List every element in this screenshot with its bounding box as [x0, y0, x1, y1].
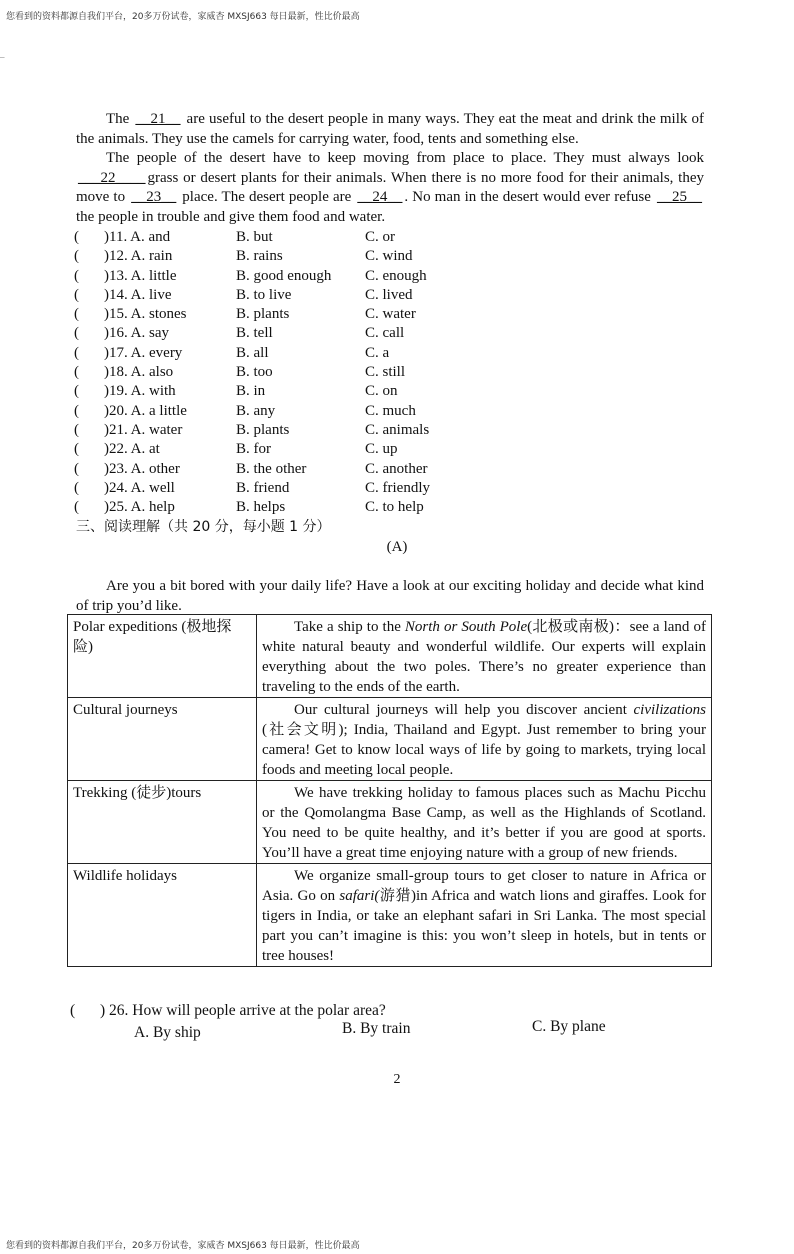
option-a: )24. A. well — [104, 479, 175, 496]
passage-paragraph-1 — [76, 110, 704, 149]
option-c: C. up — [365, 441, 398, 458]
page-number: 2 — [393, 1072, 401, 1087]
option-a: )15. A. stones — [104, 306, 187, 323]
table-row — [68, 698, 712, 781]
option-row — [74, 421, 534, 440]
cloze-passage — [76, 110, 704, 228]
option-row — [74, 479, 534, 498]
text: the people in trouble and give them food and water. — [76, 208, 386, 225]
option-c: C. friendly — [365, 479, 430, 496]
option-a: )13. A. little — [104, 267, 177, 284]
answer-paren[interactable]: ( — [74, 286, 79, 303]
answer-paren[interactable]: ( — [74, 325, 79, 342]
table-row — [68, 864, 712, 967]
option-a: )21. A. water — [104, 421, 183, 438]
trip-type: Polar expeditions (极地探险) — [68, 615, 257, 698]
option-b: B. but — [236, 229, 273, 245]
option-c: C. wind — [365, 248, 413, 265]
option-c: C. enough — [365, 267, 427, 284]
option-b: B. good enough — [236, 267, 332, 284]
option-row — [74, 305, 534, 324]
text: grass or desert plants for their animals. When there is no more food for their animals, they move to — [76, 169, 704, 206]
option-a: )12. A. rain — [104, 248, 173, 265]
option-c: C. or — [365, 229, 395, 245]
option-b: B. all — [236, 344, 269, 361]
trip-description — [257, 698, 712, 781]
text: Take a ship to the — [294, 619, 405, 635]
answer-paren[interactable]: ( — [74, 344, 79, 361]
option-c: C. to help — [365, 499, 424, 516]
option-c: C. call — [365, 325, 405, 342]
text: The people of the desert have to keep moving from place to place. They must always look — [106, 150, 704, 167]
text: 游猎)in Africa and watch lions and giraffes. Look for tigers in India, or take an elephant safari in Sri Lanka. The most special part you can’t imagine is this: you won’t sleep in hotels, but in tents or tree houses! — [262, 888, 706, 964]
answer-paren[interactable]: ( — [70, 1002, 76, 1019]
option-a: )22. A. at — [104, 441, 160, 458]
option-row — [74, 247, 534, 266]
option-row — [74, 402, 534, 421]
option-a: )14. A. live — [104, 286, 172, 303]
watermark-top: 您看到的资料都源自我们平台，20多万份试卷，家威杏 MXSJ663 每日最新，性比价最高 — [6, 12, 360, 22]
emphasis-text: civilizations — [633, 702, 706, 718]
choice-a: A. By ship — [134, 1024, 201, 1041]
text: (北极或南极)：see a land of white natural beauty and wonderful wildlife. Our experts will explain everything about the two poles. There’s no greater experience than traveling to the ends of the earth. — [262, 619, 706, 695]
blank-23: __23__ — [131, 189, 177, 206]
option-b: B. in — [236, 383, 266, 400]
option-c: C. a — [365, 344, 390, 361]
description-text — [262, 783, 706, 863]
text: (社会文明); India, Thailand and Egypt. Just remember to bring your camera! Get to know local ways of life by going to markets, trying local foods and meeting local people. — [262, 722, 706, 778]
option-c: C. another — [365, 460, 428, 477]
section-title: 三、阅读理解（共 20 分，每小题 1 分） — [76, 519, 331, 535]
option-row — [74, 267, 534, 286]
answer-paren[interactable]: ( — [74, 479, 79, 496]
answer-paren[interactable]: ( — [74, 248, 79, 265]
cloze-options — [74, 228, 534, 517]
option-row — [74, 344, 534, 363]
answer-paren[interactable]: ( — [74, 499, 79, 516]
option-row — [74, 363, 534, 382]
holiday-table — [67, 614, 712, 967]
option-a: )23. A. other — [104, 460, 180, 477]
option-c: C. lived — [365, 286, 413, 303]
table-row — [68, 615, 712, 698]
option-c: C. animals — [365, 421, 430, 438]
option-c: C. still — [365, 364, 406, 381]
option-a: )17. A. every — [104, 344, 183, 361]
text: We have trekking holiday to famous places such as Machu Picchu or the Qomolangma Base Camp, as well as the Highlands of Scotland. You need to be quite healthy, and it’s better if you are good at sports. You’ll have a great time enjoying nature with a group of new friends. — [262, 785, 706, 861]
option-row — [74, 382, 534, 401]
option-b: B. plants — [236, 421, 290, 438]
emphasis-text: North or South Pole — [404, 619, 528, 635]
answer-paren[interactable]: ( — [74, 364, 79, 381]
option-b: B. rains — [236, 248, 283, 265]
passage-paragraph-2 — [76, 149, 704, 227]
option-b: B. helps — [236, 499, 286, 516]
text: are useful to the desert people in many ways. They eat the meat and drink the milk of the animals. They use the camels for carrying water, food, tents and something else. — [76, 111, 704, 147]
answer-paren[interactable]: ( — [74, 402, 79, 419]
option-row — [74, 324, 534, 343]
answer-paren[interactable]: ( — [74, 267, 79, 284]
option-b: B. to live — [236, 286, 292, 303]
description-text — [262, 617, 706, 697]
trip-description — [257, 615, 712, 698]
reading-label: (A) — [386, 539, 408, 555]
trip-description — [257, 864, 712, 967]
watermark-bottom: 您看到的资料都源自我们平台，20多万份试卷，家威杏 MXSJ663 每日最新，性比价最高 — [6, 1241, 360, 1251]
text: Our cultural journeys will help you discover ancient — [294, 702, 634, 718]
table-row — [68, 781, 712, 864]
option-row — [74, 498, 534, 517]
text: place. The desert people are — [178, 189, 356, 206]
trip-type: Trekking (徒步)tours — [68, 781, 257, 864]
answer-paren[interactable]: ( — [74, 229, 79, 245]
question-text: ) 26. How will people arrive at the polar area? — [100, 1002, 386, 1019]
description-text — [262, 866, 706, 966]
answer-paren[interactable]: ( — [74, 306, 79, 323]
option-b: B. tell — [236, 325, 273, 342]
text: . No man in the desert would ever refuse — [404, 189, 655, 206]
option-a: )19. A. with — [104, 383, 176, 400]
option-c: C. much — [365, 402, 416, 419]
trip-description — [257, 781, 712, 864]
option-a: )25. A. help — [104, 499, 175, 516]
option-b: B. plants — [236, 306, 290, 323]
option-c: C. water — [365, 306, 416, 323]
text: We organize small-group tours to get closer to nature in Africa or Asia. Go on — [262, 868, 706, 904]
option-row — [74, 440, 534, 459]
option-b: B. any — [236, 402, 276, 419]
option-b: B. friend — [236, 479, 290, 496]
blank-22: ___22____ — [78, 169, 146, 186]
emphasis-text: safari( — [339, 888, 380, 904]
trip-type: Wildlife holidays — [68, 864, 257, 967]
answer-paren[interactable]: ( — [74, 421, 79, 438]
reading-intro — [76, 577, 704, 616]
option-c: C. on — [365, 383, 398, 400]
option-row — [74, 228, 534, 247]
option-a: )20. A. a little — [104, 402, 187, 419]
question-options — [70, 1018, 710, 1046]
option-a: )18. A. also — [104, 364, 174, 381]
text: The — [106, 111, 134, 127]
question-26 — [70, 1002, 710, 1046]
option-b: B. too — [236, 364, 273, 381]
intro-paragraph: Are you a bit bored with your daily life? Have a look at our exciting holiday and decide what kind of trip you’d like. — [76, 578, 704, 614]
option-a: )11. A. and — [104, 229, 171, 245]
blank-24: __24__ — [357, 189, 403, 206]
description-text — [262, 700, 706, 780]
option-a: )16. A. say — [104, 325, 169, 342]
choice-b: B. By train — [342, 1020, 411, 1037]
answer-paren[interactable]: ( — [74, 460, 79, 477]
answer-paren[interactable]: ( — [74, 383, 79, 400]
option-b: B. the other — [236, 460, 307, 477]
trip-type: Cultural journeys — [68, 698, 257, 781]
blank-25: __25__ — [657, 189, 702, 206]
blank-21: __21__ — [135, 111, 181, 127]
option-row — [74, 286, 534, 305]
choice-c: C. By plane — [532, 1018, 606, 1035]
margin-mark: – — [0, 52, 5, 62]
option-b: B. for — [236, 441, 271, 458]
answer-paren[interactable]: ( — [74, 441, 79, 458]
option-row — [74, 460, 534, 479]
